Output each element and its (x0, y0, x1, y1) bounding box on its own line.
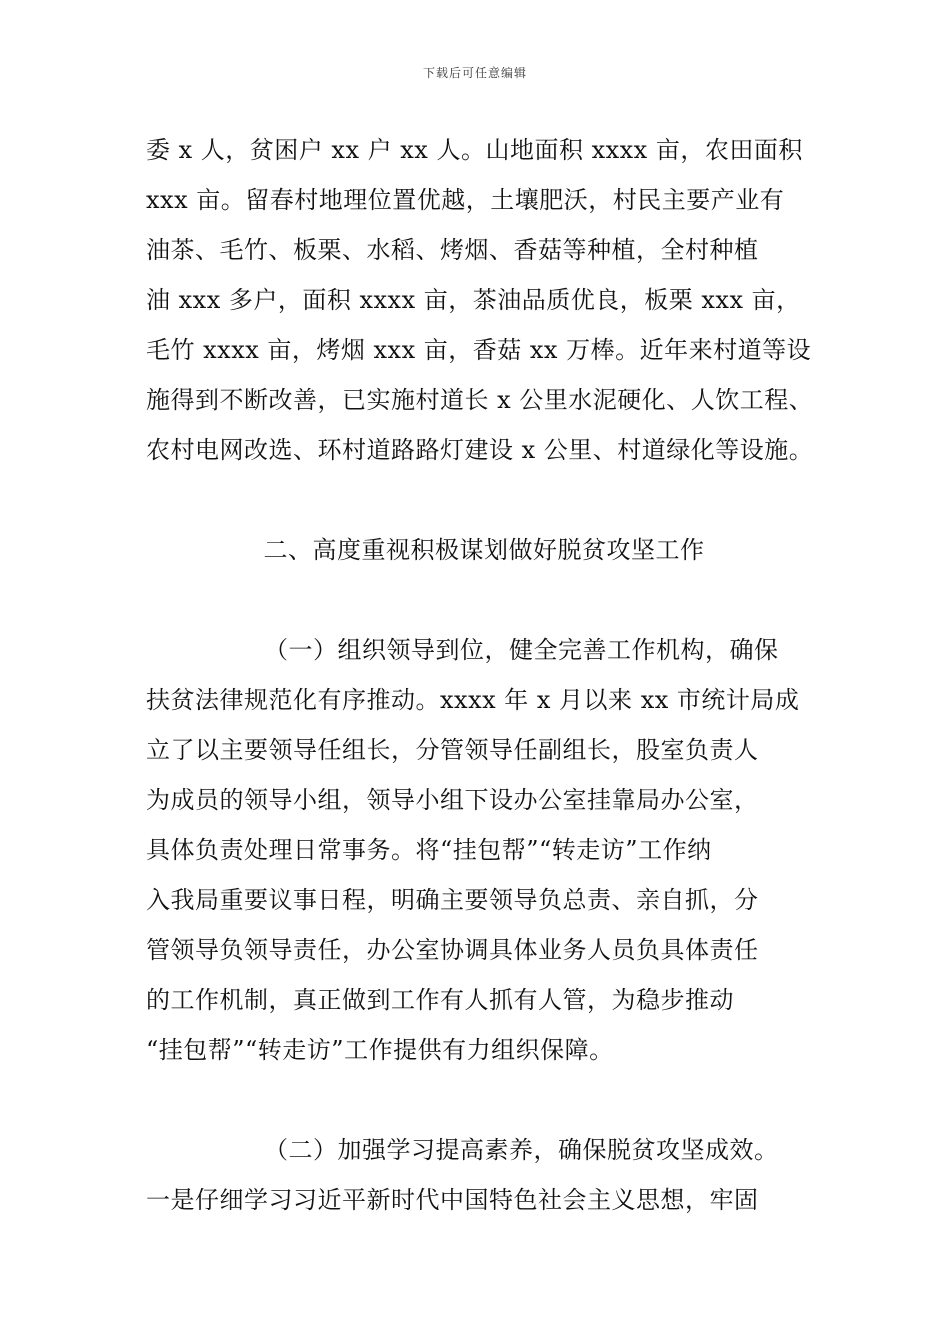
text-line: xxx 亩。留春村地理位置优越，土壤肥沃，村民主要产业有 (146, 186, 785, 214)
paragraph-gap (146, 475, 822, 525)
text-line: 为成员的领导小组，领导小组下设办公室挂靠局办公室， (146, 786, 759, 814)
text-line: 的工作机制，真正做到工作有人抓有人管，为稳步推动 (146, 986, 734, 1014)
text-line: 毛竹 xxxx 亩，烤烟 xxx 亩，香菇 xx 万棒。近年来村道等设 (146, 336, 812, 364)
text-line: 油茶、毛竹、板栗、水稻、烤烟、香菇等种植，全村种植 (146, 236, 759, 264)
intro-paragraph (146, 125, 822, 475)
text-line: 扶贫法律规范化有序推动。xxxx 年 x 月以来 xx 市统计局成 (146, 686, 800, 714)
subsection-two-paragraph (146, 1125, 822, 1225)
text-line: 油 xxx 多户，面积 xxxx 亩，茶油品质优良，板栗 xxx 亩， (146, 286, 801, 314)
text-line: 施得到不断改善，已实施村道长 x 公里水泥硬化、人饮工程、 (146, 386, 814, 414)
text-line: 入我局重要议事日程，明确主要领导负总责、亲自抓，分 (146, 886, 759, 914)
paragraph-gap (146, 1075, 822, 1125)
text-line: 立了以主要领导任组长，分管领导任副组长，股室负责人 (146, 736, 759, 764)
text-line: 具体负责处理日常事务。将“挂包帮”“转走访”工作纳 (146, 836, 712, 864)
text-line: “挂包帮”“转走访”工作提供有力组织保障。 (146, 1036, 614, 1064)
section-heading: 二、高度重视积极谋划做好脱贫攻坚工作 (263, 536, 705, 564)
page-header-note: 下载后可任意编辑 (422, 66, 527, 80)
subsection-heading-line: （一）组织领导到位，健全完善工作机构，确保 (264, 636, 779, 664)
document-body (146, 125, 822, 1225)
text-line: 农村电网改选、环村道路路灯建设 x 公里、村道绿化等设施。 (146, 436, 814, 464)
subsection-one-paragraph (146, 625, 822, 1075)
paragraph-gap (146, 575, 822, 625)
text-line: 委 x 人，贫困户 xx 户 xx 人。山地面积 xxxx 亩，农田面积 (146, 136, 803, 164)
text-line: 一是仔细学习习近平新时代中国特色社会主义思想，牢固 (146, 1186, 759, 1214)
subsection-heading-line: （二）加强学习提高素养，确保脱贫攻坚成效。 (264, 1136, 779, 1164)
text-line: 管领导负领导责任，办公室协调具体业务人员负具体责任 (146, 936, 759, 964)
